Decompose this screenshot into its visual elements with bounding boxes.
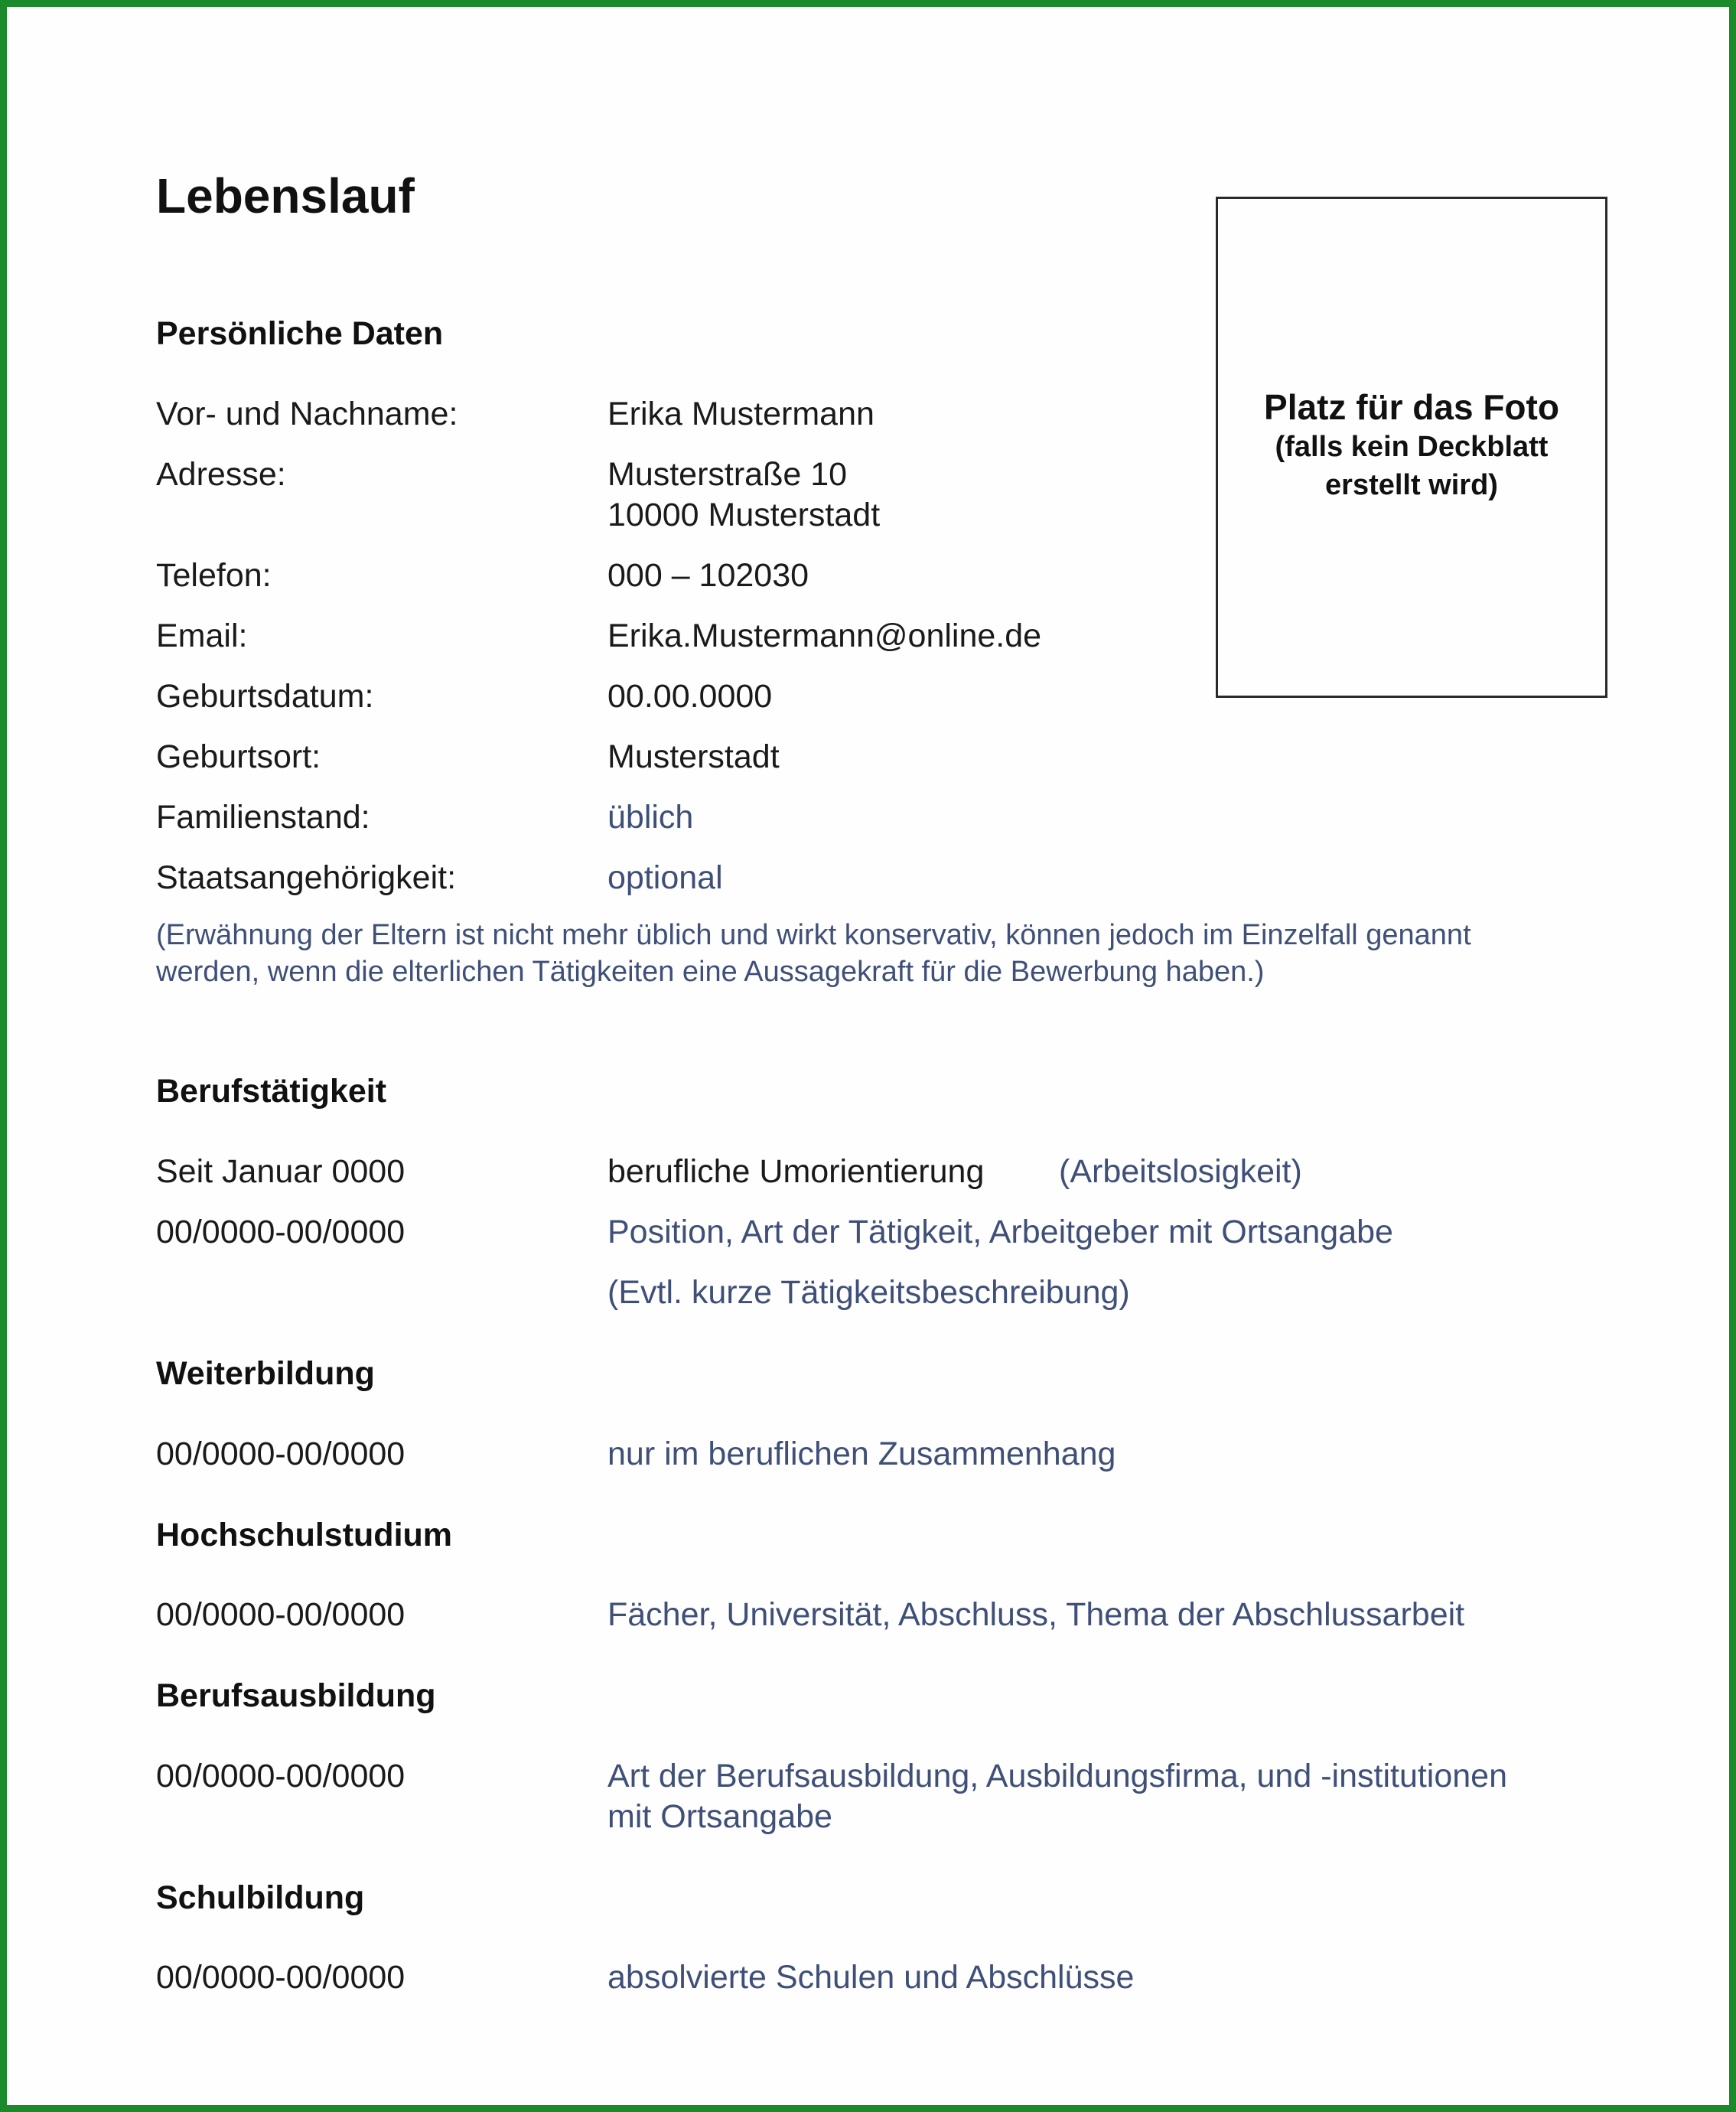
university-date: 00/0000-00/0000: [156, 1596, 406, 1633]
address-label: Adresse:: [156, 456, 286, 493]
career-row-1-value: berufliche Umorientierung: [607, 1153, 985, 1190]
section-heading-university: Hochschulstudium: [156, 1517, 453, 1553]
nationality-label: Staatsangehörigkeit:: [156, 859, 457, 896]
page-title: Lebenslauf: [156, 168, 415, 223]
section-heading-vocational: Berufsausbildung: [156, 1677, 436, 1714]
birthplace-label: Geburtsort:: [156, 738, 321, 775]
nationality-value: optional: [607, 859, 723, 896]
birthdate-label: Geburtsdatum:: [156, 678, 374, 715]
section-heading-career: Berufstätigkeit: [156, 1073, 387, 1110]
vocational-value-line-2: mit Ortsangabe: [607, 1798, 832, 1835]
career-row-2-date: 00/0000-00/0000: [156, 1214, 406, 1250]
career-row-2-description: (Evtl. kurze Tätigkeitsbeschreibung): [607, 1274, 1130, 1311]
name-value: Erika Mustermann: [607, 396, 875, 432]
career-row-1-extra: (Arbeitslosigkeit): [1059, 1153, 1302, 1190]
photo-placeholder-note-2: erstellt wird): [1325, 469, 1498, 501]
university-value: Fächer, Universität, Abschluss, Thema der Abschlussarbeit: [607, 1596, 1465, 1633]
marital-status-value: üblich: [607, 799, 694, 836]
marital-status-label: Familienstand:: [156, 799, 370, 836]
section-heading-personal: Persönliche Daten: [156, 315, 444, 352]
section-heading-training: Weiterbildung: [156, 1355, 375, 1392]
training-value: nur im beruflichen Zusammenhang: [607, 1436, 1116, 1472]
photo-placeholder-note-1: (falls kein Deckblatt: [1275, 431, 1549, 463]
phone-value: 000 – 102030: [607, 557, 809, 594]
birthdate-value: 00.00.0000: [607, 678, 773, 715]
address-line-2: 10000 Musterstadt: [607, 497, 881, 533]
career-row-2-value: Position, Art der Tätigkeit, Arbeitgeber mit Ortsangabe: [607, 1214, 1393, 1250]
section-heading-school: Schulbildung: [156, 1879, 365, 1916]
name-label: Vor- und Nachname:: [156, 396, 458, 432]
birthplace-value: Musterstadt: [607, 738, 780, 775]
vocational-date: 00/0000-00/0000: [156, 1758, 406, 1794]
school-date: 00/0000-00/0000: [156, 1959, 406, 1996]
photo-placeholder: [1216, 197, 1607, 698]
email-label: Email:: [156, 618, 248, 654]
parents-note-line-1: (Erwähnung der Eltern ist nicht mehr üblich und wirkt konservativ, können jedoch im Einzelfall genannt: [156, 919, 1471, 951]
school-value: absolvierte Schulen und Abschlüsse: [607, 1959, 1135, 1996]
address-line-1: Musterstraße 10: [607, 456, 848, 493]
career-row-1-date: Seit Januar 0000: [156, 1153, 406, 1190]
photo-placeholder-title: Platz für das Foto: [1264, 387, 1559, 427]
email-value: Erika.Mustermann@online.de: [607, 618, 1042, 654]
parents-note-line-2: werden, wenn die elterlichen Tätigkeiten eine Aussagekraft für die Bewerbung haben.): [156, 956, 1265, 988]
training-date: 00/0000-00/0000: [156, 1436, 406, 1472]
vocational-value-line-1: Art der Berufsausbildung, Ausbildungsfirma, und -institutionen: [607, 1758, 1508, 1794]
phone-label: Telefon:: [156, 557, 272, 594]
